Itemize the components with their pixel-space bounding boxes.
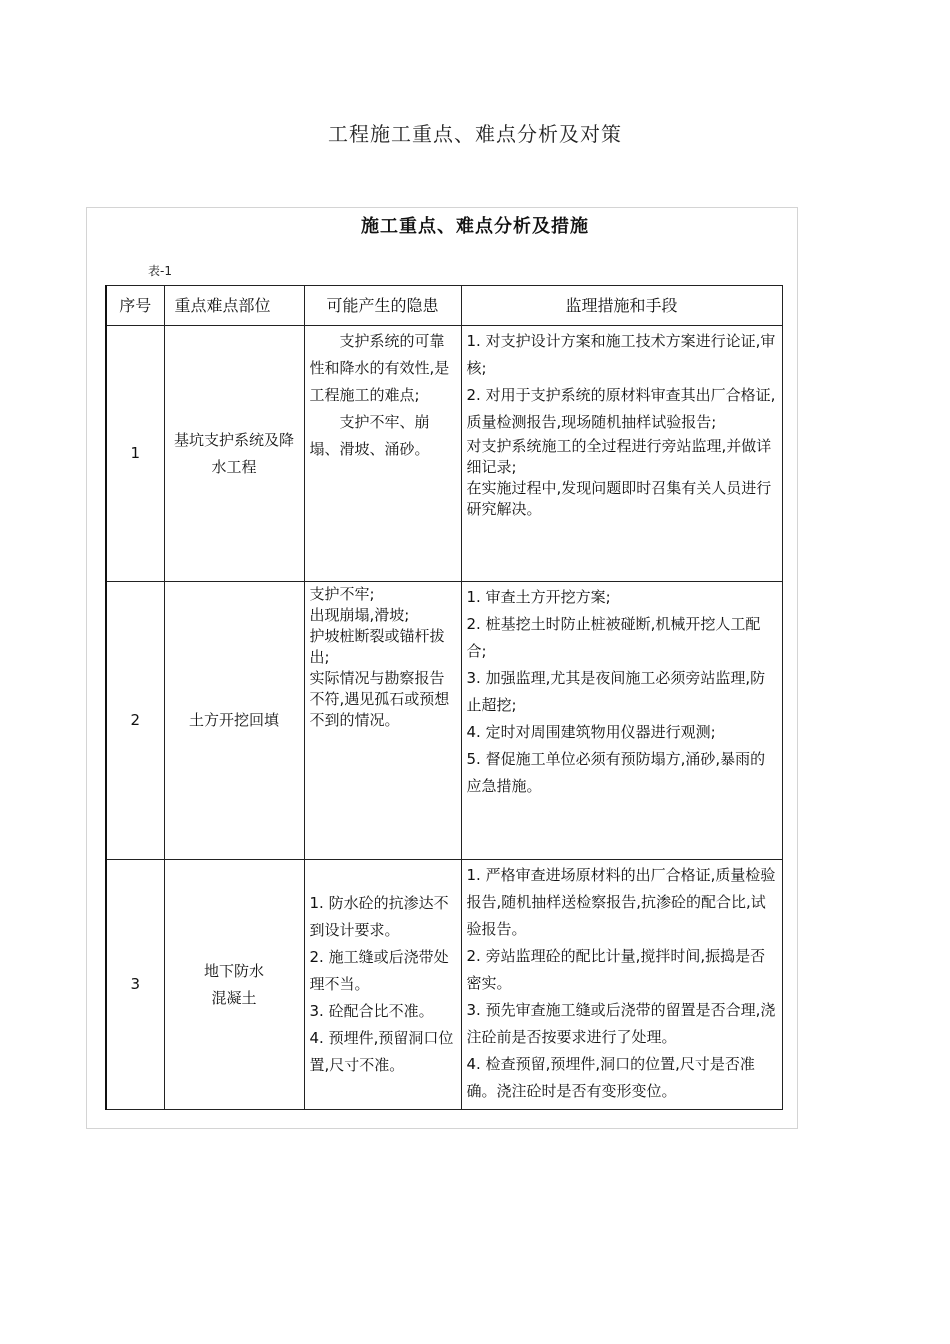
row-seq: 2 [106, 582, 164, 860]
row-risks [304, 326, 461, 582]
risk-item: 支护系统的可靠性和降水的有效性,是工程施工的难点; [309, 332, 450, 404]
row-risks [304, 582, 461, 860]
risk-item: 3. 砼配合比不准。 [309, 1002, 434, 1020]
measure-item: 1. 严格审查进场原材料的出厂合格证,质量检验报告,随机抽样送检察报告,抗渗砼的配合比,试验报告。 [466, 866, 776, 938]
row-measures [461, 326, 782, 582]
header-seq: 序号 [106, 286, 164, 326]
row-part: 基坑支护系统及降水工程 [164, 326, 304, 582]
measure-item: 2. 对用于支护系统的原材料审查其出厂合格证,质量检测报告,现场随机抽样试验报告; [466, 386, 776, 431]
measure-item: 1. 审查土方开挖方案; [466, 588, 611, 606]
header-measure: 监理措施和手段 [461, 286, 782, 326]
measure-item: 在实施过程中,发现问题即时召集有关人员进行研究解决。 [466, 479, 772, 518]
measure-item: 2. 桩基挖土时防止桩被碰断,机械开挖人工配合; [466, 615, 761, 660]
measure-item: 5. 督促施工单位必须有预防塌方,涌砂,暴雨的应急措施。 [466, 750, 766, 795]
row-part [164, 860, 304, 1110]
measure-item: 3. 加强监理,尤其是夜间施工必须旁站监理,防止超挖; [466, 669, 766, 714]
part-line: 混凝土 [211, 988, 257, 1007]
risk-item: 护坡桩断裂或锚杆拔出; [309, 627, 445, 666]
table-row [106, 582, 782, 860]
measure-item: 对支护系统施工的全过程进行旁站监理,并做详细记录; [466, 437, 772, 476]
risk-item: 实际情况与勘察报告不符,遇见孤石或预想不到的情况。 [309, 669, 450, 729]
measure-item: 2. 旁站监理砼的配比计量,搅拌时间,振捣是否密实。 [466, 947, 766, 992]
risk-item: 2. 施工缝或后浇带处理不当。 [309, 948, 449, 993]
table-title: 施工重点、难点分析及措施 [361, 216, 589, 237]
header-part: 重点难点部位 [164, 286, 304, 326]
row-seq: 3 [106, 860, 164, 1110]
table-row [106, 860, 782, 1110]
row-measures [461, 860, 782, 1110]
table-header-row [106, 286, 782, 326]
risk-item: 支护不牢; [309, 585, 375, 603]
table-row [106, 326, 782, 582]
header-risk: 可能产生的隐患 [304, 286, 461, 326]
risk-item: 支护不牢、崩塌、滑坡、涌砂。 [309, 413, 430, 458]
measure-item: 4. 检查预留,预埋件,洞口的位置,尺寸是否准确。浇注砼时是否有变形变位。 [466, 1055, 755, 1100]
row-seq: 1 [106, 326, 164, 582]
row-part: 土方开挖回填 [164, 582, 304, 860]
document-title: 工程施工重点、难点分析及对策 [328, 122, 622, 146]
part-line: 地下防水 [203, 961, 264, 980]
measure-item: 4. 定时对周围建筑物用仪器进行观测; [466, 723, 716, 741]
risk-item: 4. 预埋件,预留洞口位置,尺寸不准。 [309, 1029, 454, 1074]
analysis-table [105, 285, 783, 1110]
risk-item: 1. 防水砼的抗渗达不到设计要求。 [309, 894, 449, 939]
measure-item: 1. 对支护设计方案和施工技术方案进行论证,审核; [466, 332, 776, 377]
table-number: 表-1 [148, 264, 172, 278]
row-measures [461, 582, 782, 860]
measure-item: 3. 预先审查施工缝或后浇带的留置是否合理,浇注砼前是否按要求进行了处理。 [466, 1001, 776, 1046]
row-risks [304, 860, 461, 1110]
risk-item: 出现崩塌,滑坡; [309, 606, 410, 624]
